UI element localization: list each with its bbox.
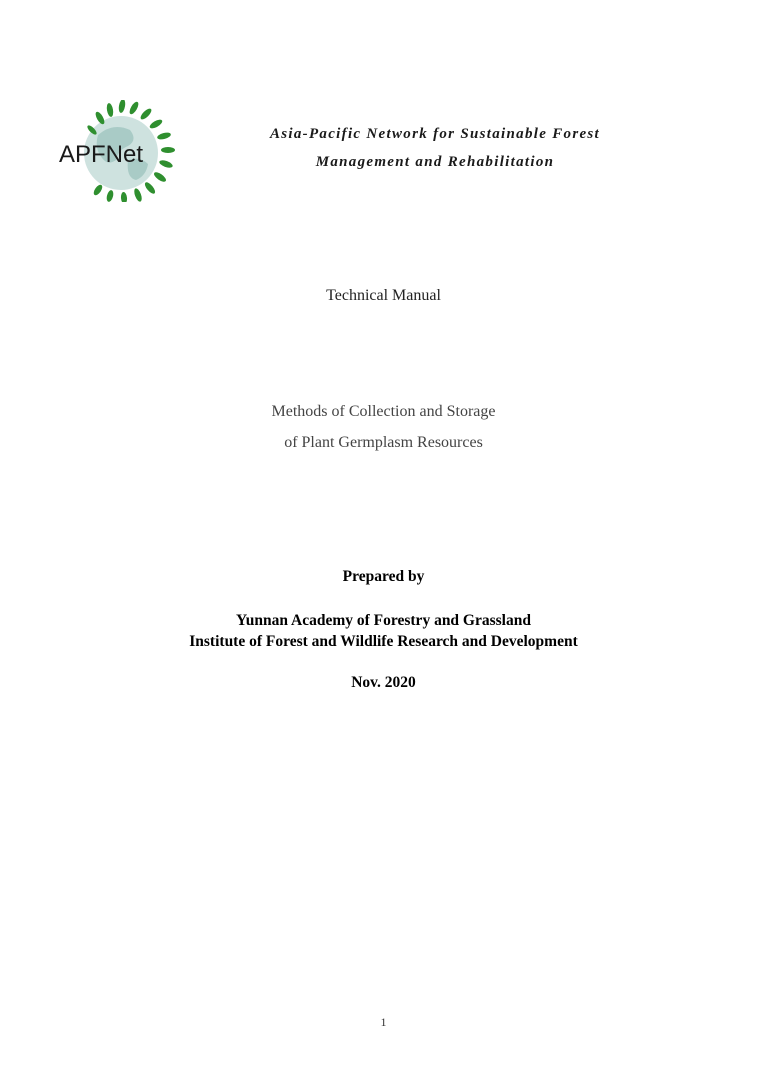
prepared-by-label: Prepared by [342, 568, 425, 585]
title-line-1: Methods of Collection and Storage [271, 403, 496, 420]
author-2: Institute of Forest and Wildlife Research and Development [189, 633, 578, 650]
apfnet-logo [58, 100, 180, 202]
organization-line-2: Management and Rehabilitation [315, 154, 555, 170]
author-1: Yunnan Academy of Forestry and Grassland [236, 612, 531, 629]
document-title [0, 396, 767, 458]
organization-name [230, 120, 640, 176]
publication-date: Nov. 2020 [351, 674, 416, 691]
logo-text: APFNet [59, 141, 144, 168]
manual-type: Technical Manual [326, 287, 441, 304]
organization-line-1: Asia-Pacific Network for Sustainable Forest [269, 126, 601, 142]
apfnet-globe-laurel-icon [58, 100, 180, 202]
title-line-2: of Plant Germplasm Resources [284, 434, 483, 451]
page-number: 1 [380, 1015, 387, 1029]
authors [0, 610, 767, 652]
